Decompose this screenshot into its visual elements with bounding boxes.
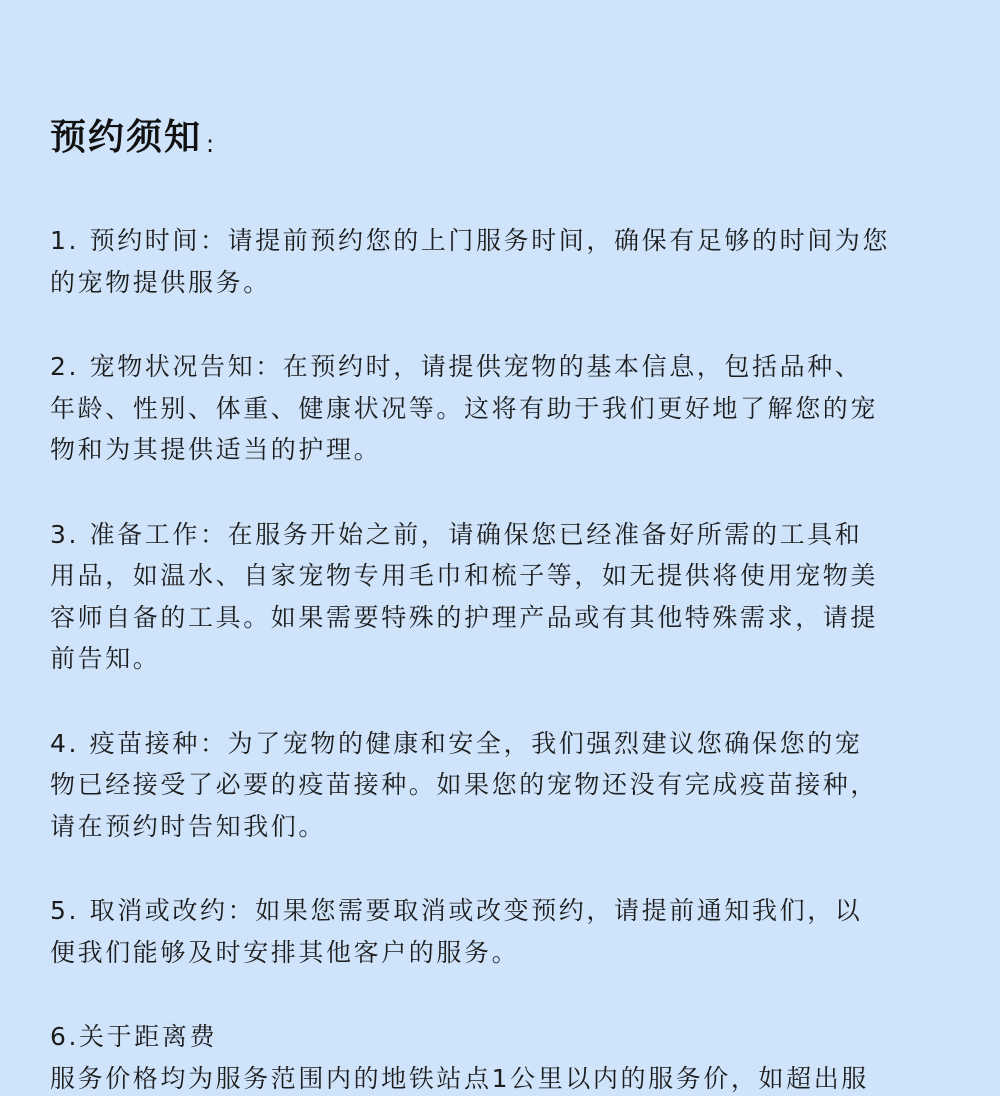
notice-line: 便我们能够及时安排其他客户的服务。 — [50, 937, 520, 967]
notice-line: 服务价格均为服务范围内的地铁站点1公里以内的服务价，如超出服 — [50, 1063, 869, 1093]
page-title: 预约须知 — [50, 117, 203, 158]
notice-line: 2. 宠物状况告知：在预约时，请提供宠物的基本信息，包括品种、 — [50, 352, 863, 381]
notice-line: 3. 准备工作：在服务开始之前，请确保您已经准备好所需的工具和 — [50, 519, 863, 549]
title-row — [50, 112, 948, 164]
notice-line: 6.关于距离费 — [50, 1022, 218, 1051]
notice-item-3 — [50, 514, 948, 680]
title-colon: : — [206, 130, 215, 158]
notice-item-5 — [50, 890, 948, 973]
notice-item-1 — [50, 220, 948, 303]
notice-line: 物已经接受了必要的疫苗接种。如果您的宠物还没有完成疫苗接种， — [50, 770, 879, 799]
notice-line: 用品，如温水、自家宠物专用毛巾和梳子等，如无提供将使用宠物美 — [50, 561, 879, 590]
notice-item-4 — [50, 723, 948, 848]
notice-line: 请在预约时告知我们。 — [50, 811, 327, 841]
notice-line: 4. 疫苗接种：为了宠物的健康和安全，我们强烈建议您确保您的宠 — [50, 728, 863, 758]
notice-line: 5. 取消或改约：如果您需要取消或改变预约，请提前通知我们，以 — [50, 896, 863, 925]
notice-line: 的宠物提供服务。 — [50, 267, 271, 297]
notice-line: 物和为其提供适当的护理。 — [50, 435, 382, 464]
notice-line: 容师自备的工具。如果需要特殊的护理产品或有其他特殊需求，请提 — [50, 602, 879, 632]
notice-line: 1. 预约时间：请提前预约您的上门服务时间，确保有足够的时间为您 — [50, 226, 891, 255]
notice-line: 年龄、性别、体重、健康状况等。这将有助于我们更好地了解您的宠 — [50, 393, 879, 423]
notice-item-2 — [50, 346, 948, 471]
notice-item-6 — [50, 1016, 948, 1096]
notice-line: 前告知。 — [50, 644, 161, 673]
